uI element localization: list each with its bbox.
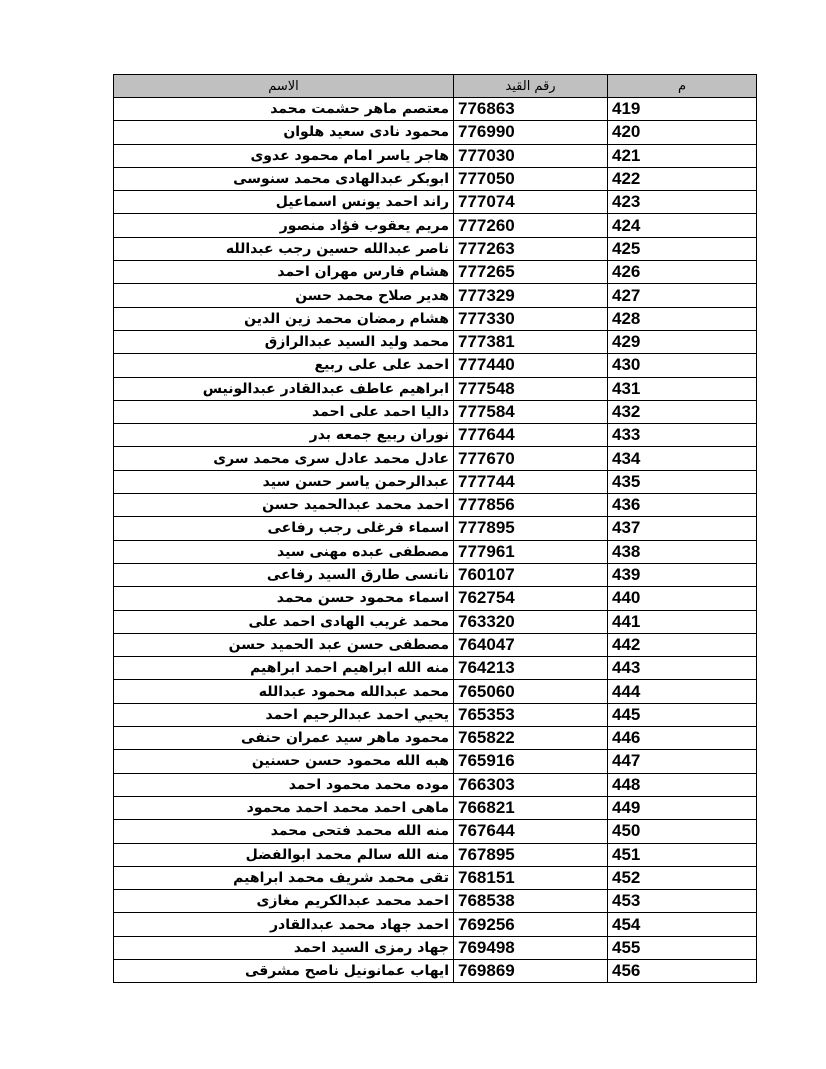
table-row [114, 773, 757, 796]
table-row [114, 377, 757, 400]
row-code: 777329 [454, 284, 608, 307]
row-index: 456 [608, 959, 757, 982]
row-name: اسماء محمود حسن محمد [114, 587, 454, 610]
row-name: راند احمد يونس اسماعيل [114, 191, 454, 214]
row-name: محمود نادى سعيد هلوان [114, 121, 454, 144]
table-row [114, 727, 757, 750]
row-index: 454 [608, 913, 757, 936]
header-row [114, 75, 757, 98]
row-code: 777961 [454, 540, 608, 563]
table-row [114, 796, 757, 819]
row-code: 777744 [454, 470, 608, 493]
row-name: نانسى طارق السيد رفاعى [114, 563, 454, 586]
row-name: احمد جهاد محمد عبدالقادر [114, 913, 454, 936]
row-code: 765060 [454, 680, 608, 703]
row-name: موده محمد محمود احمد [114, 773, 454, 796]
row-code: 777644 [454, 424, 608, 447]
row-code: 777584 [454, 400, 608, 423]
row-code: 777330 [454, 307, 608, 330]
row-name: ايهاب عمانونيل ناصح مشرقى [114, 959, 454, 982]
table-row [114, 167, 757, 190]
table-row [114, 913, 757, 936]
row-index: 428 [608, 307, 757, 330]
row-code: 763320 [454, 610, 608, 633]
row-name: احمد على على ربيع [114, 354, 454, 377]
row-code: 777265 [454, 261, 608, 284]
row-index: 453 [608, 890, 757, 913]
row-index: 451 [608, 843, 757, 866]
row-name: محمد غريب الهادى احمد على [114, 610, 454, 633]
table-row [114, 633, 757, 656]
row-name: محمود ماهر سيد عمران حنفى [114, 727, 454, 750]
table-row [114, 936, 757, 959]
table-row [114, 400, 757, 423]
row-index: 443 [608, 657, 757, 680]
row-code: 777856 [454, 494, 608, 517]
row-name: احمد محمد عبدالكريم مغازى [114, 890, 454, 913]
row-index: 437 [608, 517, 757, 540]
row-name: ابراهيم عاطف عبدالقادر عبدالونيس [114, 377, 454, 400]
row-name: ناصر عبدالله حسين رجب عبدالله [114, 237, 454, 260]
row-index: 452 [608, 866, 757, 889]
row-code: 777030 [454, 144, 608, 167]
row-name: تقى محمد شريف محمد ابراهيم [114, 866, 454, 889]
row-code: 776990 [454, 121, 608, 144]
row-index: 445 [608, 703, 757, 726]
row-name: يحيي احمد عبدالرحيم احمد [114, 703, 454, 726]
table-row [114, 680, 757, 703]
table-row [114, 540, 757, 563]
row-code: 765353 [454, 703, 608, 726]
table-row [114, 517, 757, 540]
row-index: 426 [608, 261, 757, 284]
table-row [114, 214, 757, 237]
row-index: 440 [608, 587, 757, 610]
row-code: 764213 [454, 657, 608, 680]
row-index: 424 [608, 214, 757, 237]
table-row [114, 98, 757, 121]
row-name: هدير صلاح محمد حسن [114, 284, 454, 307]
row-index: 423 [608, 191, 757, 214]
header-code: رقم القيد [454, 75, 608, 98]
row-index: 425 [608, 237, 757, 260]
row-code: 767644 [454, 820, 608, 843]
row-code: 777895 [454, 517, 608, 540]
row-index: 429 [608, 330, 757, 353]
row-index: 450 [608, 820, 757, 843]
row-code: 768538 [454, 890, 608, 913]
row-name: هشام فارس مهران احمد [114, 261, 454, 284]
row-name: نوران ربيع جمعه بدر [114, 424, 454, 447]
row-code: 776863 [454, 98, 608, 121]
row-name: جهاد رمزى السيد احمد [114, 936, 454, 959]
table-row [114, 144, 757, 167]
table-row [114, 447, 757, 470]
row-code: 777050 [454, 167, 608, 190]
row-code: 777263 [454, 237, 608, 260]
table-row [114, 703, 757, 726]
row-code: 777548 [454, 377, 608, 400]
row-name: اسماء فرغلى رجب رفاعى [114, 517, 454, 540]
row-code: 762754 [454, 587, 608, 610]
header-index: م [608, 75, 757, 98]
row-index: 455 [608, 936, 757, 959]
row-name: ابوبكر عبدالهادى محمد سنوسى [114, 167, 454, 190]
row-name: مصطفى عبده مهنى سيد [114, 540, 454, 563]
row-index: 439 [608, 563, 757, 586]
row-index: 442 [608, 633, 757, 656]
row-code: 777074 [454, 191, 608, 214]
row-index: 431 [608, 377, 757, 400]
table-row [114, 191, 757, 214]
row-index: 421 [608, 144, 757, 167]
row-name: عبدالرحمن ياسر حسن سيد [114, 470, 454, 493]
row-name: عادل محمد عادل سرى محمد سرى [114, 447, 454, 470]
row-name: محمد عبدالله محمود عبدالله [114, 680, 454, 703]
table-row [114, 959, 757, 982]
row-index: 436 [608, 494, 757, 517]
row-code: 768151 [454, 866, 608, 889]
row-code: 777440 [454, 354, 608, 377]
row-code: 766821 [454, 796, 608, 819]
table-row [114, 657, 757, 680]
row-name: مريم يعقوب فؤاد منصور [114, 214, 454, 237]
header-name: الاسم [114, 75, 454, 98]
table-row [114, 563, 757, 586]
row-name: منه الله ابراهيم احمد ابراهيم [114, 657, 454, 680]
row-code: 777670 [454, 447, 608, 470]
table-row [114, 261, 757, 284]
row-name: مصطفى حسن عبد الحميد حسن [114, 633, 454, 656]
row-index: 435 [608, 470, 757, 493]
row-code: 777381 [454, 330, 608, 353]
row-code: 769869 [454, 959, 608, 982]
row-code: 769498 [454, 936, 608, 959]
row-index: 448 [608, 773, 757, 796]
table-body [114, 98, 757, 983]
table-row [114, 866, 757, 889]
row-index: 449 [608, 796, 757, 819]
table-row [114, 330, 757, 353]
row-index: 441 [608, 610, 757, 633]
row-index: 438 [608, 540, 757, 563]
row-index: 430 [608, 354, 757, 377]
row-name: محمد وليد السيد عبدالرازق [114, 330, 454, 353]
row-name: احمد محمد عبدالحميد حسن [114, 494, 454, 517]
row-code: 760107 [454, 563, 608, 586]
row-index: 432 [608, 400, 757, 423]
row-index: 446 [608, 727, 757, 750]
row-code: 769256 [454, 913, 608, 936]
table-row [114, 121, 757, 144]
row-index: 422 [608, 167, 757, 190]
table-row [114, 237, 757, 260]
table-row [114, 610, 757, 633]
table-row [114, 750, 757, 773]
students-table [113, 74, 757, 983]
row-index: 444 [608, 680, 757, 703]
table-row [114, 354, 757, 377]
row-code: 764047 [454, 633, 608, 656]
table-row [114, 890, 757, 913]
row-index: 427 [608, 284, 757, 307]
row-name: منه الله سالم محمد ابوالفضل [114, 843, 454, 866]
row-name: منه الله محمد فتحى محمد [114, 820, 454, 843]
row-index: 419 [608, 98, 757, 121]
row-name: ماهى احمد محمد احمد محمود [114, 796, 454, 819]
table-row [114, 307, 757, 330]
row-name: هشام رمضان محمد زين الدين [114, 307, 454, 330]
row-index: 447 [608, 750, 757, 773]
row-name: هاجر ياسر امام محمود عدوى [114, 144, 454, 167]
row-name: داليا احمد على احمد [114, 400, 454, 423]
row-name: معتصم ماهر حشمت محمد [114, 98, 454, 121]
table-row [114, 820, 757, 843]
table-row [114, 424, 757, 447]
row-index: 420 [608, 121, 757, 144]
row-index: 433 [608, 424, 757, 447]
row-code: 765822 [454, 727, 608, 750]
row-code: 767895 [454, 843, 608, 866]
table-row [114, 843, 757, 866]
row-code: 765916 [454, 750, 608, 773]
row-code: 777260 [454, 214, 608, 237]
table-row [114, 284, 757, 307]
table-row [114, 494, 757, 517]
row-name: هبه الله محمود حسن حسنين [114, 750, 454, 773]
row-code: 766303 [454, 773, 608, 796]
table-row [114, 587, 757, 610]
table-row [114, 470, 757, 493]
row-index: 434 [608, 447, 757, 470]
